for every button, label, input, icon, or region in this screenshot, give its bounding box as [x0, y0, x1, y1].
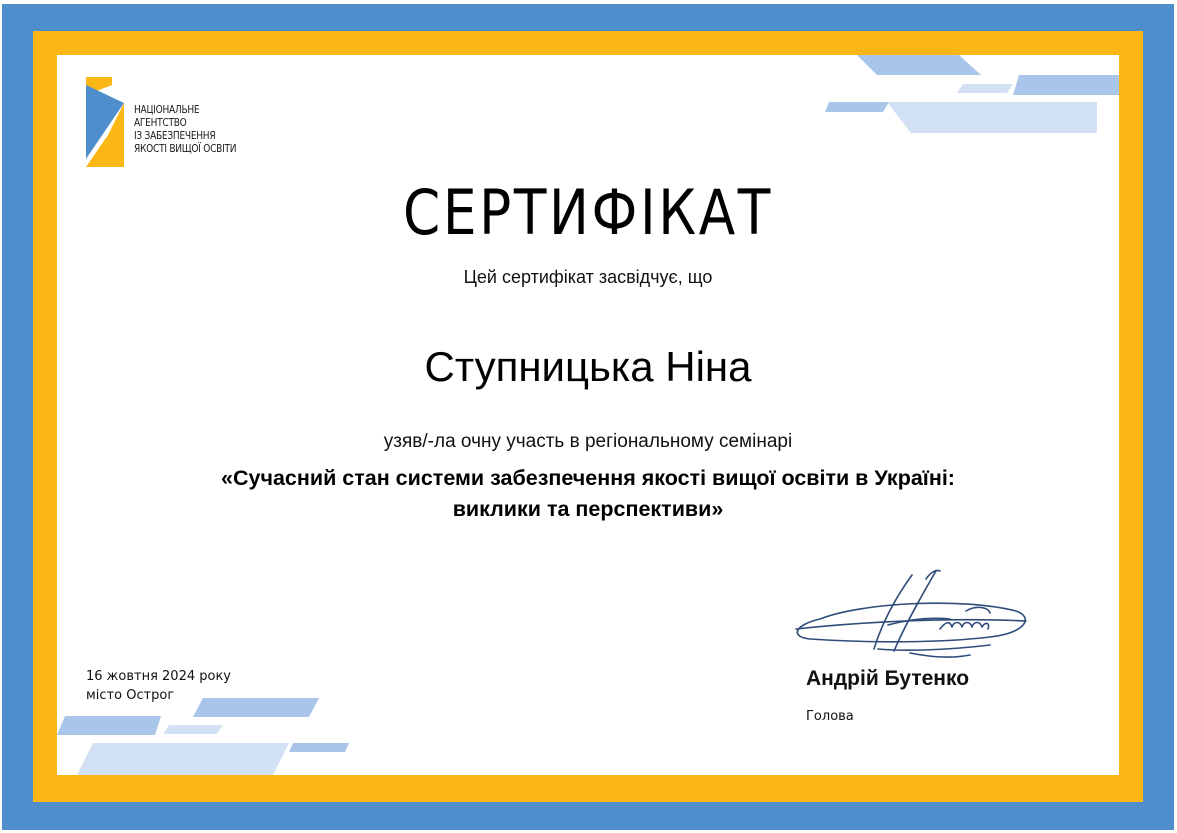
issue-place: місто Острог [86, 688, 175, 703]
agency-name-line: ІЗ ЗАБЕЗПЕЧЕННЯ [134, 130, 216, 142]
agency-name-line: ЯКОСТІ ВИЩОЇ ОСВІТИ [134, 143, 237, 155]
agency-name-line: АГЕНТСТВО [134, 117, 187, 129]
participation-text: узяв/-ла очну участь в регіональному семінарі [383, 431, 793, 452]
deco-stripe [77, 743, 289, 775]
agency-name-line: НАЦІОНАЛЬНЕ [134, 104, 200, 116]
handwritten-signature [790, 567, 1030, 662]
agency-triangle-logo-icon [86, 77, 130, 177]
issue-date: 16 жовтня 2024 року [86, 669, 231, 684]
seminar-title [117, 463, 1059, 525]
issue-info [86, 667, 231, 705]
deco-stripe [957, 84, 1013, 93]
certificate-sheet [57, 55, 1119, 775]
seminar-title-line: виклики та перспективи» [452, 497, 724, 521]
deco-stripe [1013, 75, 1119, 95]
seminar-title-line: «Сучасний стан системи забезпечення якості вищої освіти в Україні: [221, 466, 955, 490]
agency-logo [86, 77, 286, 177]
signatory-name: Андрій Бутенко [806, 667, 970, 690]
certificate-subtitle: Цей сертифікат засвідчує, що [463, 267, 713, 287]
deco-stripe [825, 102, 889, 112]
deco-stripe [289, 743, 349, 752]
deco-stripe [163, 725, 223, 734]
agency-name [134, 104, 236, 156]
deco-stripe [887, 102, 1097, 133]
certificate-title: СЕРТИФІКАТ [403, 176, 773, 249]
recipient-name: Ступницька Ніна [424, 343, 752, 390]
signatory-role: Голова [806, 709, 854, 724]
deco-stripe [57, 716, 161, 735]
deco-stripe [857, 55, 981, 75]
